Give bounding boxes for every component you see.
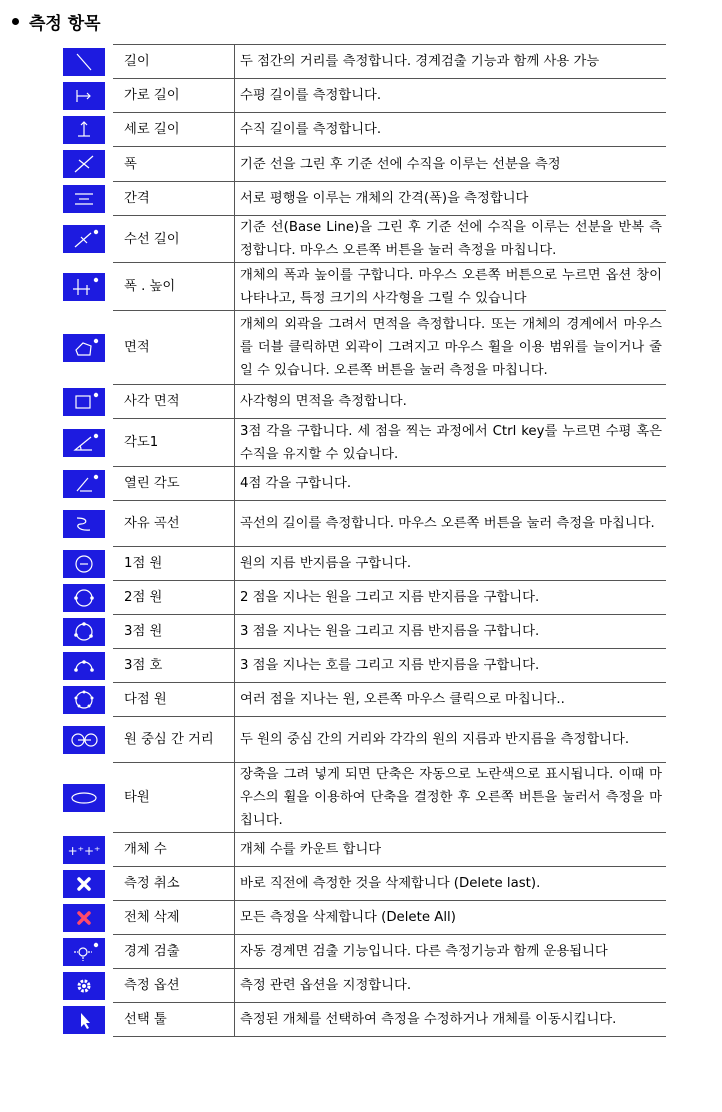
item-description: 개체의 외곽을 그려서 면적을 측정합니다. 또는 개체의 경계에서 마우스를 더블 클릭하면 외곽이 그려지고 마우스 휠을 이용 범위를 늘이거나 줄일 수 있습니다. 오른쪽 버튼을 눌러 측정을 마칩니다. xyxy=(235,311,667,385)
table-row xyxy=(58,763,666,833)
multi-point-circle-icon xyxy=(63,686,105,714)
width-icon xyxy=(63,150,105,178)
icon-cell xyxy=(58,1003,113,1037)
item-description: 여러 점을 지나는 원, 오른쪽 마우스 클릭으로 마칩니다.. xyxy=(235,683,667,717)
angle-icon xyxy=(63,429,105,457)
item-description: 곡선의 길이를 측정합니다. 마우스 오른쪽 버튼을 눌러 측정을 마칩니다. xyxy=(235,501,667,547)
icon-cell xyxy=(58,182,113,216)
item-name: 사각 면적 xyxy=(113,385,235,419)
item-description: 바로 직전에 측정한 것을 삭제합니다 (Delete last). xyxy=(235,867,667,901)
item-name: 다점 원 xyxy=(113,683,235,717)
table-row xyxy=(58,263,666,311)
table-row xyxy=(58,683,666,717)
table-row xyxy=(58,615,666,649)
item-name: 자유 곡선 xyxy=(113,501,235,547)
table-row xyxy=(58,867,666,901)
table-row xyxy=(58,45,666,79)
table-row xyxy=(58,311,666,385)
icon-cell xyxy=(58,615,113,649)
icon-cell xyxy=(58,683,113,717)
undo-measure-icon xyxy=(63,870,105,898)
item-description: 장축을 그려 넣게 되면 단축은 자동으로 노란색으로 표시됩니다. 이때 마우스의 휠을 이용하여 단축을 결정한 후 오른쪽 버튼을 눌러서 측정을 마칩니다. xyxy=(235,763,667,833)
item-description: 서로 평행을 이루는 개체의 간격(폭)을 측정합니다 xyxy=(235,182,667,216)
icon-cell xyxy=(58,45,113,79)
icon-cell xyxy=(58,833,113,867)
item-name: 개체 수 xyxy=(113,833,235,867)
measure-options-icon xyxy=(63,972,105,1000)
item-description: 측정 관련 옵션을 지정합니다. xyxy=(235,969,667,1003)
icon-cell xyxy=(58,147,113,182)
width-height-icon xyxy=(63,273,105,301)
three-point-arc-icon xyxy=(63,652,105,680)
line-length-icon xyxy=(63,48,105,76)
item-name: 각도1 xyxy=(113,419,235,467)
item-description: 두 점간의 거리를 측정합니다. 경계검출 기능과 함께 사용 가능 xyxy=(235,45,667,79)
icon-cell xyxy=(58,263,113,311)
ellipse-icon xyxy=(63,784,105,812)
table-row xyxy=(58,581,666,615)
icon-cell xyxy=(58,385,113,419)
table-row xyxy=(58,717,666,763)
table-row xyxy=(58,419,666,467)
item-name: 폭 . 높이 xyxy=(113,263,235,311)
icon-cell xyxy=(58,969,113,1003)
table-row xyxy=(58,969,666,1003)
item-name: 원 중심 간 거리 xyxy=(113,717,235,763)
table-row xyxy=(58,385,666,419)
icon-cell xyxy=(58,113,113,147)
icon-cell xyxy=(58,467,113,501)
perpendicular-length-icon xyxy=(63,225,105,253)
item-name: 측정 옵션 xyxy=(113,969,235,1003)
item-description: 자동 경계면 검출 기능입니다. 다른 측정기능과 함께 운용됩니다 xyxy=(235,935,667,969)
item-description: 3 점을 지나는 원을 그리고 지름 반지름을 구합니다. xyxy=(235,615,667,649)
icon-cell xyxy=(58,717,113,763)
item-name: 타원 xyxy=(113,763,235,833)
item-name: 1점 원 xyxy=(113,547,235,581)
svg-text:+⁺+⁺: +⁺+⁺ xyxy=(67,843,101,858)
item-name: 2점 원 xyxy=(113,581,235,615)
icon-cell xyxy=(58,79,113,113)
icon-cell xyxy=(58,867,113,901)
section-title: 측정 항목 xyxy=(29,13,101,34)
item-name: 간격 xyxy=(113,182,235,216)
three-point-circle-icon xyxy=(63,618,105,646)
icon-cell xyxy=(58,501,113,547)
icon-cell xyxy=(58,419,113,467)
item-name: 선택 툴 xyxy=(113,1003,235,1037)
item-name: 3점 호 xyxy=(113,649,235,683)
item-description: 사각형의 면적을 측정합니다. xyxy=(235,385,667,419)
table-row xyxy=(58,79,666,113)
table-row xyxy=(58,649,666,683)
item-description: 두 원의 중심 간의 거리와 각각의 원의 지름과 반지름을 측정합니다. xyxy=(235,717,667,763)
circle-center-distance-icon xyxy=(63,726,105,754)
item-description: 2 점을 지나는 원을 그리고 지름 반지름을 구합니다. xyxy=(235,581,667,615)
free-curve-icon xyxy=(63,510,105,538)
spacing-icon xyxy=(63,185,105,213)
item-name: 측정 취소 xyxy=(113,867,235,901)
item-description: 측정된 개체를 선택하여 측정을 수정하거나 개체를 이동시킵니다. xyxy=(235,1003,667,1037)
table-row xyxy=(58,901,666,935)
item-description: 기준 선을 그린 후 기준 선에 수직을 이루는 선분을 측정 xyxy=(235,147,667,182)
item-description: 원의 지름 반지름을 구합니다. xyxy=(235,547,667,581)
table-row xyxy=(58,182,666,216)
select-tool-icon xyxy=(63,1006,105,1034)
item-description: 수직 길이를 측정합니다. xyxy=(235,113,667,147)
table-row xyxy=(58,216,666,263)
two-point-circle-icon xyxy=(63,584,105,612)
item-description: 수평 길이를 측정합니다. xyxy=(235,79,667,113)
table-row xyxy=(58,501,666,547)
open-angle-icon xyxy=(63,470,105,498)
icon-cell xyxy=(58,901,113,935)
item-name: 전체 삭제 xyxy=(113,901,235,935)
icon-cell xyxy=(58,649,113,683)
item-name: 열린 각도 xyxy=(113,467,235,501)
rectangle-area-icon xyxy=(63,388,105,416)
item-description: 개체 수를 카운트 합니다 xyxy=(235,833,667,867)
table-row xyxy=(58,833,666,867)
icon-cell xyxy=(58,216,113,263)
vertical-length-icon xyxy=(63,116,105,144)
horizontal-length-icon xyxy=(63,82,105,110)
section-heading xyxy=(12,8,101,34)
edge-detect-icon xyxy=(63,938,105,966)
table-row xyxy=(58,113,666,147)
item-name: 세로 길이 xyxy=(113,113,235,147)
delete-all-icon xyxy=(63,904,105,932)
item-description: 기준 선(Base Line)을 그린 후 기준 선에 수직을 이루는 선분을 반복 측정합니다. 마우스 오른쪽 버튼을 눌러 측정을 마칩니다. xyxy=(235,216,667,263)
table-row xyxy=(58,147,666,182)
measurement-table xyxy=(58,44,666,1037)
item-name: 3점 원 xyxy=(113,615,235,649)
icon-cell xyxy=(58,581,113,615)
item-description: 개체의 폭과 높이를 구합니다. 마우스 오른쪽 버튼으로 누르면 옵션 창이 나타나고, 특정 크기의 사각형을 그릴 수 있습니다 xyxy=(235,263,667,311)
item-name: 수선 길이 xyxy=(113,216,235,263)
icon-cell xyxy=(58,311,113,385)
area-icon xyxy=(63,334,105,362)
table-row xyxy=(58,467,666,501)
item-name: 길이 xyxy=(113,45,235,79)
bullet-icon xyxy=(12,18,19,25)
table-row xyxy=(58,1003,666,1037)
item-name: 가로 길이 xyxy=(113,79,235,113)
item-description: 4점 각을 구합니다. xyxy=(235,467,667,501)
item-description: 모든 측정을 삭제합니다 (Delete All) xyxy=(235,901,667,935)
icon-cell xyxy=(58,935,113,969)
item-name: 면적 xyxy=(113,311,235,385)
icon-cell xyxy=(58,763,113,833)
item-name: 폭 xyxy=(113,147,235,182)
icon-cell xyxy=(58,547,113,581)
one-point-circle-icon xyxy=(63,550,105,578)
item-name: 경계 검출 xyxy=(113,935,235,969)
item-description: 3 점을 지나는 호를 그리고 지름 반지름을 구합니다. xyxy=(235,649,667,683)
table-row xyxy=(58,935,666,969)
object-count-icon xyxy=(63,836,105,864)
item-description: 3점 각을 구합니다. 세 점을 찍는 과정에서 Ctrl key를 누르면 수평 혹은 수직을 유지할 수 있습니다. xyxy=(235,419,667,467)
table-row xyxy=(58,547,666,581)
